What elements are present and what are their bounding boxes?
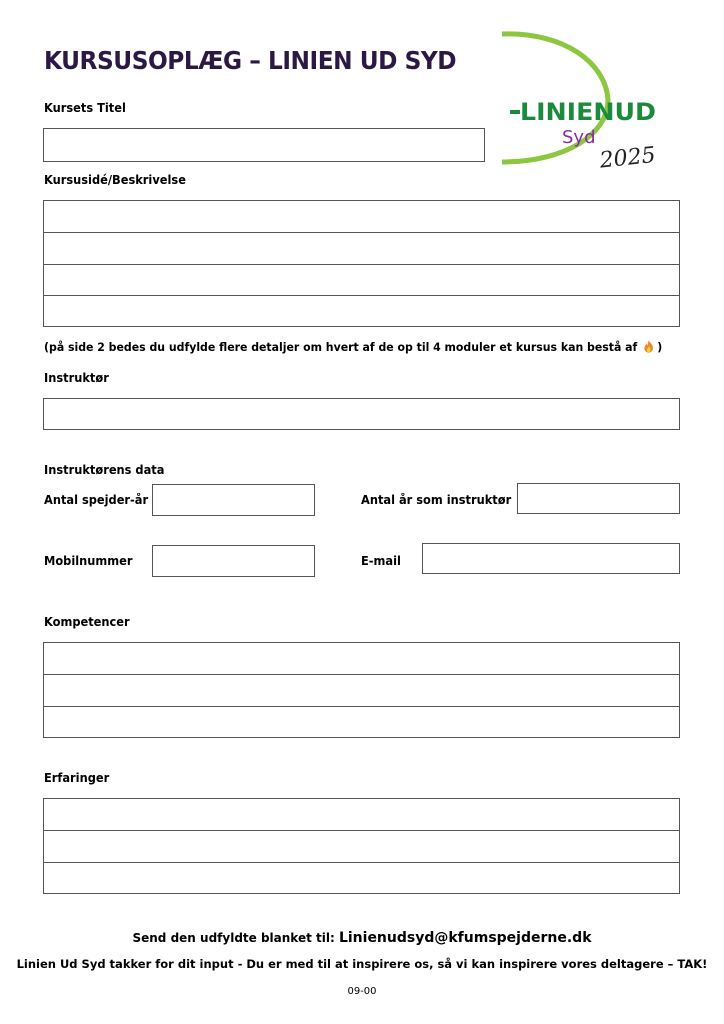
linien-ud-syd-logo (496, 24, 666, 180)
email-field[interactable] (422, 543, 680, 574)
modules-note (44, 340, 662, 354)
experience-line[interactable] (44, 799, 679, 831)
experience-line[interactable] (44, 831, 679, 863)
logo-line2: Syd (562, 127, 596, 148)
page-title: KURSUSOPLÆG – LINIEN UD SYD (44, 46, 457, 75)
competencies-line[interactable] (44, 675, 679, 707)
course-description-label: Kursusidé/Beskrivelse (44, 173, 186, 187)
course-title-label: Kursets Titel (44, 101, 126, 115)
modules-note-end: ) (657, 340, 663, 354)
competencies-line[interactable] (44, 643, 679, 675)
description-line[interactable] (44, 201, 679, 233)
mobile-field[interactable] (152, 545, 315, 577)
instructor-years-field[interactable] (517, 483, 680, 514)
description-line[interactable] (44, 265, 679, 296)
scout-years-field[interactable] (152, 484, 315, 516)
description-line[interactable] (44, 296, 679, 326)
instructor-field[interactable] (43, 398, 680, 430)
experience-field[interactable] (43, 798, 680, 894)
thanks-text: Linien Ud Syd takker for dit input - Du er med til at inspirere os, så vi kan inspirere vores deltagere – TAK! (16, 957, 708, 971)
competencies-field[interactable] (43, 642, 680, 738)
send-instructions (0, 930, 724, 946)
logo-year: 2025 (598, 142, 657, 174)
email-label: E-mail (361, 554, 401, 568)
modules-note-text: (på side 2 bedes du udfylde flere detaljer om hvert af de op til 4 moduler et kursus kan bestå af (44, 340, 638, 354)
competencies-line[interactable] (44, 707, 679, 737)
course-title-field[interactable] (43, 128, 485, 162)
instructor-years-label: Antal år som instruktør (361, 493, 512, 507)
scout-years-label: Antal spejder-år (44, 493, 149, 507)
fire-icon (643, 340, 653, 353)
experience-line[interactable] (44, 863, 679, 893)
logo-dash (510, 110, 520, 114)
instructor-label: Instruktør (44, 371, 109, 385)
send-text: Send den udfyldte blanket til: (132, 931, 339, 945)
logo-line1: LINIENUD (520, 98, 656, 126)
course-description-field[interactable] (43, 200, 680, 327)
description-line[interactable] (44, 233, 679, 265)
page-code: 09-00 (347, 986, 377, 997)
mobile-label: Mobilnummer (44, 554, 133, 568)
experience-label: Erfaringer (44, 771, 110, 785)
competencies-label: Kompetencer (44, 615, 130, 629)
instructor-data-label: Instruktørens data (44, 463, 165, 477)
send-email-link[interactable]: Linienudsyd@kfumspejderne.dk (338, 930, 592, 946)
